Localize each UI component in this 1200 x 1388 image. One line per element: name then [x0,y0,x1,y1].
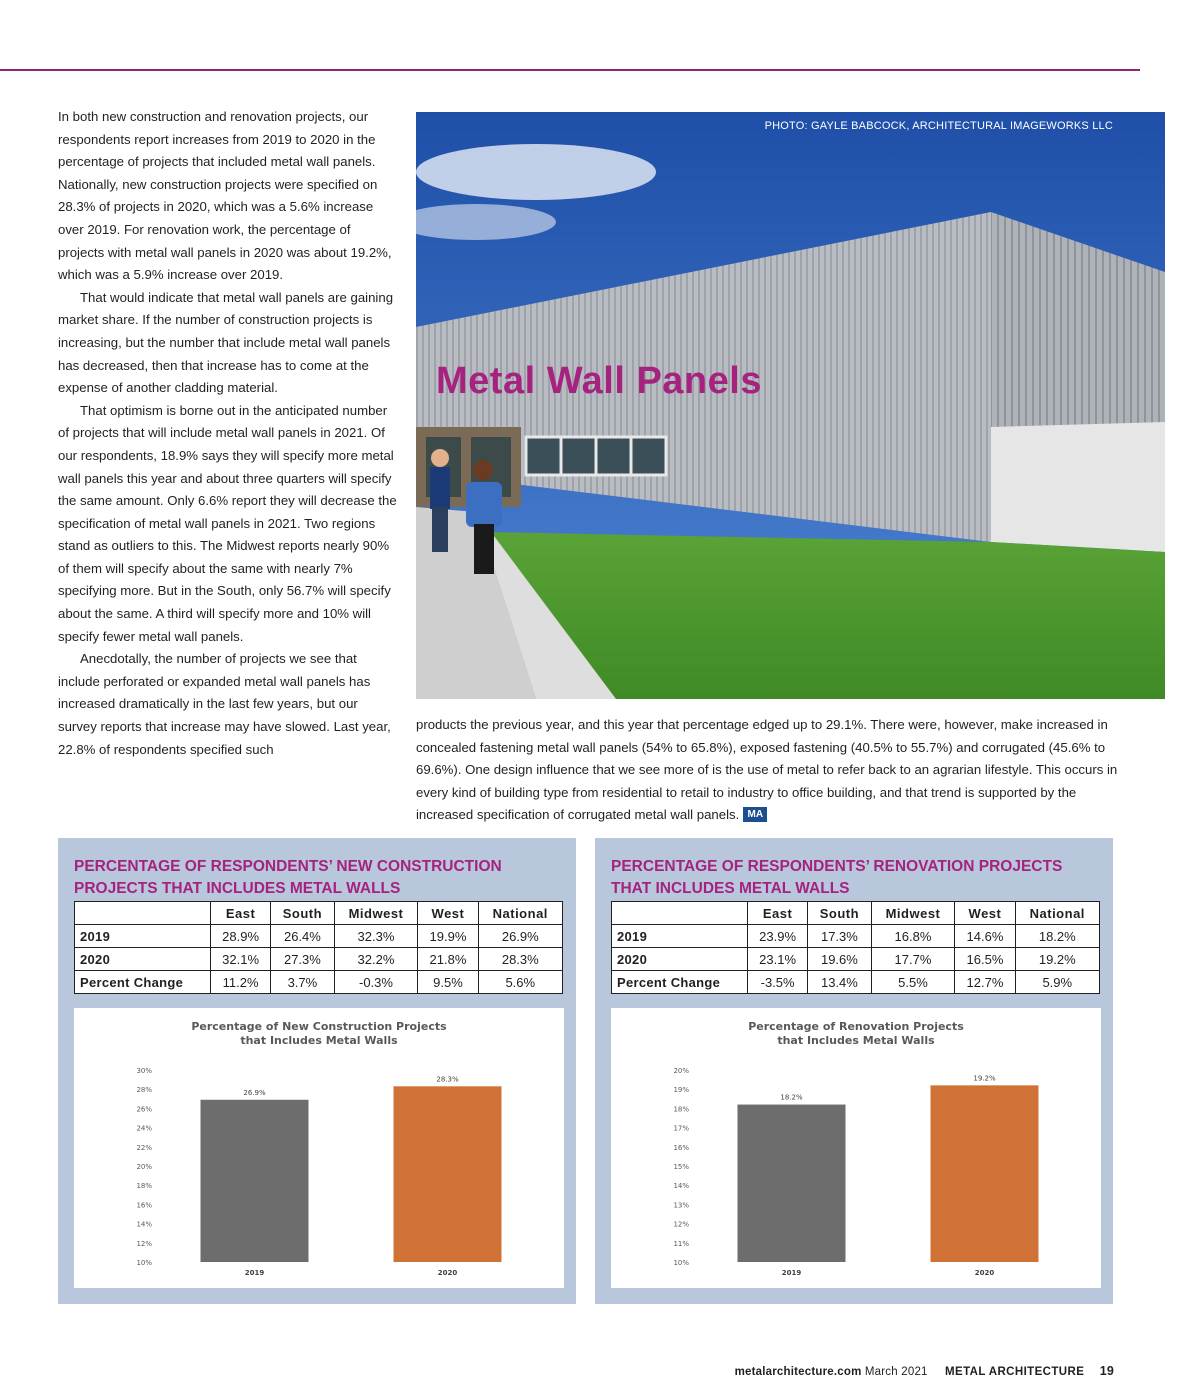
row-label: Percent Change [75,971,211,994]
table-cell: 32.2% [334,948,418,971]
new-construction-panel [58,838,576,1304]
bar-2020 [394,1086,502,1262]
table-cell: 19.6% [808,948,871,971]
table-cell: 28.3% [478,948,562,971]
column-header: Midwest [334,902,418,925]
table-cell: -0.3% [334,971,418,994]
y-tick-label: 14% [673,1182,689,1191]
table-cell: 17.7% [871,948,955,971]
renovation-chart [611,1008,1101,1288]
table-cell: 18.2% [1015,925,1099,948]
x-tick-label: 2019 [244,1269,265,1277]
column-header [612,902,748,925]
footer-url: metalarchitecture.com [734,1366,862,1378]
table-cell: 12.7% [955,971,1015,994]
y-tick-label: 17% [673,1124,689,1133]
photo-credit: PHOTO: GAYLE BABCOCK, ARCHITECTURAL IMAGEWORKS LLC [764,120,1113,132]
table-cell: 16.8% [871,925,955,948]
table-cell: 3.7% [271,971,334,994]
table-cell: 23.1% [748,948,808,971]
new-construction-chart [74,1008,564,1288]
table-header-row [75,902,563,925]
bar-2019 [738,1105,846,1262]
article-continuation [416,714,1132,827]
column-header [75,902,211,925]
paragraph: In both new construction and renovation projects, our respondents report increases from 2019 to 2020 in the percentage of projects that included metal wall panels. Nationally, new construction projects were specified on 28.3% of projects in 2020, which was a 5.6% increase over 2019. For renovation work, the percentage of projects with metal wall panels in 2020 was about 19.2%, which was a 5.9% increase over 2019. [58,109,392,283]
y-tick-label: 14% [136,1220,152,1229]
column-header: National [1015,902,1099,925]
column-header: South [271,902,334,925]
table-row [612,948,1100,971]
y-tick-label: 11% [673,1239,689,1248]
column-header: East [211,902,271,925]
renovation-panel [595,838,1113,1304]
building-photo [416,112,1165,699]
row-label: 2020 [612,948,748,971]
row-label: 2019 [75,925,211,948]
table-cell: 11.2% [211,971,271,994]
y-tick-label: 13% [673,1201,689,1210]
table-row [612,925,1100,948]
x-tick-label: 2020 [974,1269,995,1277]
table-title: PERCENTAGE OF RESPONDENTS’ RENOVATION PROJECTS THAT INCLUDES METAL WALLS [611,858,1063,897]
y-tick-label: 15% [673,1163,689,1171]
chart-title: that Includes Metal Walls [240,1034,398,1047]
y-tick-label: 18% [673,1105,689,1114]
table-cell: 19.9% [418,925,478,948]
table-cell: 14.6% [955,925,1015,948]
y-tick-label: 28% [136,1086,152,1095]
table-cell: 5.6% [478,971,562,994]
column-header: West [418,902,478,925]
y-tick-label: 10% [136,1259,152,1267]
table-cell: 16.5% [955,948,1015,971]
bar-chart [611,1008,1101,1288]
feature-title: Metal Wall Panels [436,360,762,402]
data-label: 19.2% [973,1074,996,1083]
paragraph: That would indicate that metal wall panels are gaining market share. If the number of construction projects is increasing, but the number that include metal wall panels has decreased, then that increase has to come at the expense of another cladding material. [58,289,394,396]
table-cell: 21.8% [418,948,478,971]
y-tick-label: 16% [136,1201,152,1210]
table-cell: 19.2% [1015,948,1099,971]
table-cell: 26.9% [478,925,562,948]
new-construction-table [74,901,563,994]
row-label: Percent Change [612,971,748,994]
y-tick-label: 24% [136,1124,152,1133]
table-row [75,925,563,948]
column-header: West [955,902,1015,925]
bar-2019 [201,1100,309,1262]
bar-2020 [931,1085,1039,1262]
y-tick-label: 12% [136,1239,152,1248]
bar-chart [74,1008,564,1288]
chart-title: Percentage of Renovation Projects [748,1020,964,1033]
row-label: 2020 [75,948,211,971]
data-label: 26.9% [243,1088,266,1097]
column-header: National [478,902,562,925]
chart-title: Percentage of New Construction Projects [191,1020,447,1033]
y-tick-label: 20% [136,1163,152,1171]
table-cell: 17.3% [808,925,871,948]
table-cell: -3.5% [748,971,808,994]
paragraph: Anecdotally, the number of projects we see that include perforated or expanded metal wall panels has increased dramatically in the last few years, but our survey reports that increase may have slowed. Last year, 22.8% of respondents specified such [58,651,391,757]
photo-illustration [416,112,1165,699]
row-label: 2019 [612,925,748,948]
renovation-table [611,901,1100,994]
x-tick-label: 2020 [437,1269,458,1277]
table-cell: 32.3% [334,925,418,948]
table-cell: 32.1% [211,948,271,971]
y-tick-label: 26% [136,1105,152,1114]
table-cell: 9.5% [418,971,478,994]
column-header: East [748,902,808,925]
table-cell: 27.3% [271,948,334,971]
y-tick-label: 18% [136,1182,152,1191]
table-row [75,971,563,994]
page-number: 19 [1099,1364,1114,1378]
top-rule [0,69,1140,71]
chart-title: that Includes Metal Walls [777,1034,935,1047]
table-cell: 13.4% [808,971,871,994]
y-tick-label: 19% [673,1086,689,1095]
column-header: South [808,902,871,925]
data-label: 18.2% [780,1093,803,1102]
table-row [75,948,563,971]
table-cell: 23.9% [748,925,808,948]
article-left-column [58,106,398,761]
y-tick-label: 12% [673,1220,689,1229]
column-header: Midwest [871,902,955,925]
end-logo: MA [743,807,767,822]
table-cell: 5.9% [1015,971,1099,994]
table-cell: 26.4% [271,925,334,948]
table-header-row [612,902,1100,925]
paragraph: products the previous year, and this year that percentage edged up to 29.1%. There were, however, make increased in concealed fastening metal wall panels (54% to 65.8%), exposed fastening (40.5% to 55.7%) and corrugated (45.6% to 69.6%). One design influence that we see more of is the use of metal to refer back to an agrarian lifestyle. This occurs in every kind of building type from residential to retail to industry to office building, and that trend is supported by the increased specification of corrugated metal wall panels. [416,717,1118,823]
table-title: PERCENTAGE OF RESPONDENTS’ NEW CONSTRUCTION PROJECTS THAT INCLUDES METAL WALLS [74,858,502,897]
y-tick-label: 20% [673,1067,689,1075]
table-row [612,971,1100,994]
data-label: 28.3% [436,1075,459,1084]
y-tick-label: 10% [673,1259,689,1267]
x-tick-label: 2019 [781,1269,802,1277]
y-tick-label: 22% [136,1143,152,1152]
page-footer [600,1364,1114,1378]
table-cell: 28.9% [211,925,271,948]
paragraph: That optimism is borne out in the anticipated number of projects that will include metal wall panels in 2021. Of our respondents, 18.9% says they will specify more metal wall panels this year and about three quarters will specify the same amount. Only 6.6% report they will decrease the specification of metal wall panels in 2021. Two regions stand as outliers to this. The Midwest reports nearly 90% of them will specify about the same with nearly 7% specifying more. But in the South, only 56.7% will specify about the same. A third will specify more and 10% will specify fewer metal wall panels. [58,402,397,644]
footer-publication: METAL ARCHITECTURE [945,1366,1085,1378]
footer-issue: March 2021 [864,1366,928,1378]
table-cell: 5.5% [871,971,955,994]
y-tick-label: 16% [673,1143,689,1152]
y-tick-label: 30% [136,1067,152,1075]
